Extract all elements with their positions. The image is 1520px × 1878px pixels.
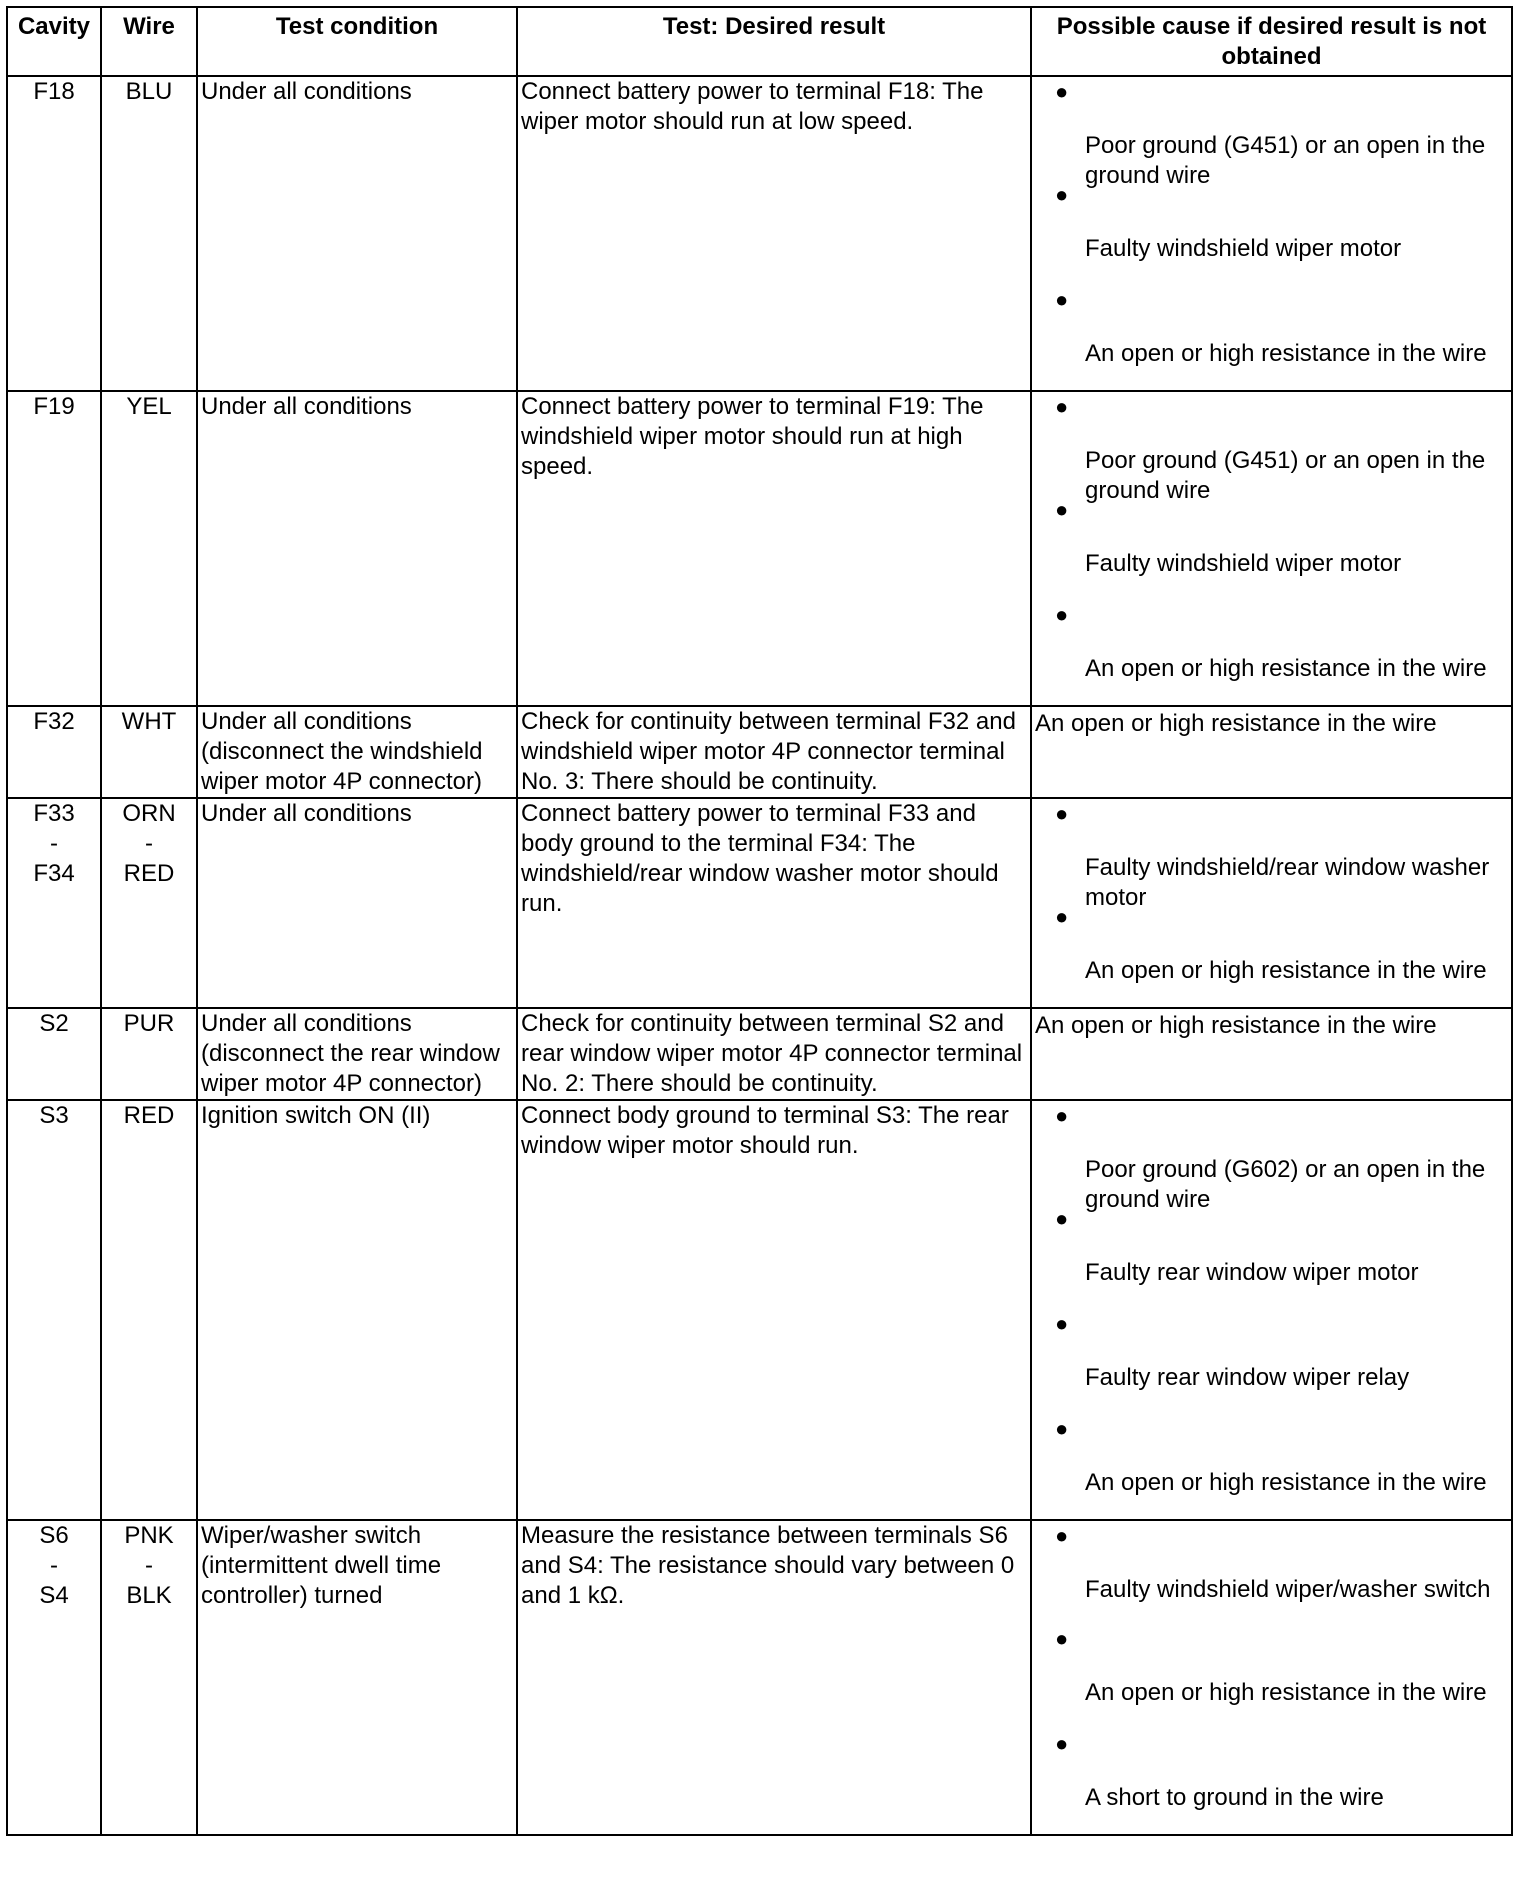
cause-text: Faulty rear window wiper motor <box>1085 1259 1419 1286</box>
cause-text: Faulty windshield wiper motor <box>1085 235 1402 262</box>
desired-result-cell: Connect body ground to terminal S3: The rear window wiper motor should run. <box>517 1100 1031 1520</box>
cause-text: An open or high resistance in the wire <box>1085 340 1487 367</box>
cavity-cell <box>7 1008 101 1100</box>
table-row <box>7 1100 1512 1520</box>
bullet-icon: ● <box>1055 1626 1069 1651</box>
cause-item <box>1035 799 1508 911</box>
bullet-icon: ● <box>1055 287 1069 312</box>
wire-cell <box>101 706 197 798</box>
bullet-icon: ● <box>1055 1311 1069 1336</box>
cavity-cell <box>7 391 101 706</box>
cavity-cell <box>7 76 101 391</box>
possible-cause-cell <box>1031 76 1512 391</box>
wire-color: ORN <box>122 800 176 827</box>
cause-text: An open or high resistance in the wire <box>1035 710 1437 737</box>
cavity-cell <box>7 1100 101 1520</box>
bullet-icon: ● <box>1055 394 1069 419</box>
wire-color: - <box>145 1552 153 1579</box>
cause-text: Poor ground (G602) or an open in the ground wire <box>1085 1156 1486 1213</box>
wire-color: RED <box>123 860 175 887</box>
cause-text: A short to ground in the wire <box>1085 1784 1384 1811</box>
cavity-value: F19 <box>33 393 75 420</box>
cavity-value: S2 <box>39 1010 69 1037</box>
bullet-icon: ● <box>1055 1523 1069 1548</box>
table-row <box>7 391 1512 706</box>
possible-cause-cell <box>1031 1520 1512 1835</box>
cavity-value: F33 <box>33 800 75 827</box>
header-wire: Wire <box>101 7 197 76</box>
cause-item <box>1035 77 1508 189</box>
cause-item <box>1035 1309 1508 1414</box>
test-condition-cell: Under all conditions <box>197 391 517 706</box>
bullet-icon: ● <box>1055 602 1069 627</box>
desired-result-cell: Measure the resistance between terminals S6 and S4: The resistance should vary between 0 and 1 kΩ. <box>517 1520 1031 1835</box>
desired-result-cell: Connect battery power to terminal F18: The wiper motor should run at low speed. <box>517 76 1031 391</box>
wire-color: WHT <box>121 708 177 735</box>
bullet-icon: ● <box>1055 497 1069 522</box>
possible-cause-cell <box>1031 706 1512 798</box>
cause-item <box>1035 1204 1508 1309</box>
bullet-icon: ● <box>1055 904 1069 929</box>
cause-item <box>1035 600 1508 705</box>
wire-color: PNK <box>124 1522 174 1549</box>
test-condition-cell: Under all conditions (disconnect the windshield wiper motor 4P connector) <box>197 706 517 798</box>
bullet-icon: ● <box>1055 1206 1069 1231</box>
bullet-icon: ● <box>1055 1103 1069 1128</box>
cavity-cell <box>7 1520 101 1835</box>
table-body <box>7 76 1512 1835</box>
desired-result-cell: Connect battery power to terminal F19: The windshield wiper motor should run at high speed. <box>517 391 1031 706</box>
cause-item <box>1035 392 1508 504</box>
cause-item <box>1035 1414 1508 1519</box>
wire-color: PUR <box>123 1010 175 1037</box>
desired-result-cell: Connect battery power to terminal F33 and body ground to the terminal F34: The windshield/rear window washer motor should run. <box>517 798 1031 1008</box>
wire-color: YEL <box>126 393 172 420</box>
test-condition-cell: Under all conditions (disconnect the rear window wiper motor 4P connector) <box>197 1008 517 1100</box>
wire-color: BLK <box>126 1582 172 1609</box>
possible-cause-cell <box>1031 1100 1512 1520</box>
cause-text: An open or high resistance in the wire <box>1085 957 1487 984</box>
desired-result-cell: Check for continuity between terminal S2 and rear window wiper motor 4P connector terminal No. 2: There should be continuity. <box>517 1008 1031 1100</box>
cause-text: Faulty windshield wiper motor <box>1085 550 1402 577</box>
wire-cell <box>101 1100 197 1520</box>
header-cavity: Cavity <box>7 7 101 76</box>
cause-text: Faulty windshield/rear window washer motor <box>1085 854 1490 911</box>
wire-cell <box>101 1008 197 1100</box>
header-desired-result: Test: Desired result <box>517 7 1031 76</box>
header-test-condition: Test condition <box>197 7 517 76</box>
cavity-cell <box>7 706 101 798</box>
cause-text: Faulty windshield wiper/washer switch <box>1085 1576 1491 1603</box>
table-row <box>7 76 1512 391</box>
wire-color: RED <box>123 1102 175 1129</box>
cavity-value: - <box>50 830 58 857</box>
test-condition-cell: Wiper/washer switch (intermittent dwell time controller) turned <box>197 1520 517 1835</box>
bullet-icon: ● <box>1055 801 1069 826</box>
cavity-value: S4 <box>39 1582 69 1609</box>
cause-text: An open or high resistance in the wire <box>1035 1012 1437 1039</box>
cause-text: An open or high resistance in the wire <box>1085 655 1487 682</box>
table-row <box>7 1520 1512 1835</box>
test-condition-cell: Under all conditions <box>197 76 517 391</box>
test-condition-cell: Under all conditions <box>197 798 517 1008</box>
table-row <box>7 1008 1512 1100</box>
cause-text: Faulty rear window wiper relay <box>1085 1364 1410 1391</box>
bullet-icon: ● <box>1055 1416 1069 1441</box>
possible-cause-cell <box>1031 391 1512 706</box>
wire-cell <box>101 1520 197 1835</box>
cause-text: An open or high resistance in the wire <box>1085 1679 1487 1706</box>
cavity-value: F32 <box>33 708 75 735</box>
header-possible-cause: Possible cause if desired result is not obtained <box>1031 7 1512 76</box>
cavity-value: S3 <box>39 1102 69 1129</box>
cause-item <box>1035 180 1508 285</box>
cause-item <box>1035 495 1508 600</box>
cause-item <box>1035 1624 1508 1729</box>
cause-text: An open or high resistance in the wire <box>1085 1469 1487 1496</box>
cavity-value: - <box>50 1552 58 1579</box>
cause-item <box>1035 1729 1508 1834</box>
cavity-value: F18 <box>33 78 75 105</box>
cavity-cell <box>7 798 101 1008</box>
cause-item <box>1035 1521 1508 1624</box>
bullet-icon: ● <box>1055 182 1069 207</box>
possible-cause-cell <box>1031 1008 1512 1100</box>
table-row <box>7 798 1512 1008</box>
circuit-test-table <box>6 6 1513 1836</box>
cause-item <box>1035 285 1508 390</box>
wire-color: BLU <box>125 78 173 105</box>
test-condition-cell: Ignition switch ON (II) <box>197 1100 517 1520</box>
table-row <box>7 706 1512 798</box>
wire-cell <box>101 798 197 1008</box>
cause-item <box>1035 902 1508 1007</box>
cavity-value: S6 <box>39 1522 69 1549</box>
cause-item <box>1035 1101 1508 1213</box>
wire-color: - <box>145 830 153 857</box>
cause-text: Poor ground (G451) or an open in the ground wire <box>1085 132 1486 189</box>
bullet-icon: ● <box>1055 1731 1069 1756</box>
desired-result-cell: Check for continuity between terminal F32 and windshield wiper motor 4P connector terminal No. 3: There should be continuity. <box>517 706 1031 798</box>
wire-cell <box>101 391 197 706</box>
cavity-value: F34 <box>33 860 75 887</box>
cause-text: Poor ground (G451) or an open in the ground wire <box>1085 447 1486 504</box>
header-row <box>7 7 1512 76</box>
wire-cell <box>101 76 197 391</box>
bullet-icon: ● <box>1055 79 1069 104</box>
possible-cause-cell <box>1031 798 1512 1008</box>
